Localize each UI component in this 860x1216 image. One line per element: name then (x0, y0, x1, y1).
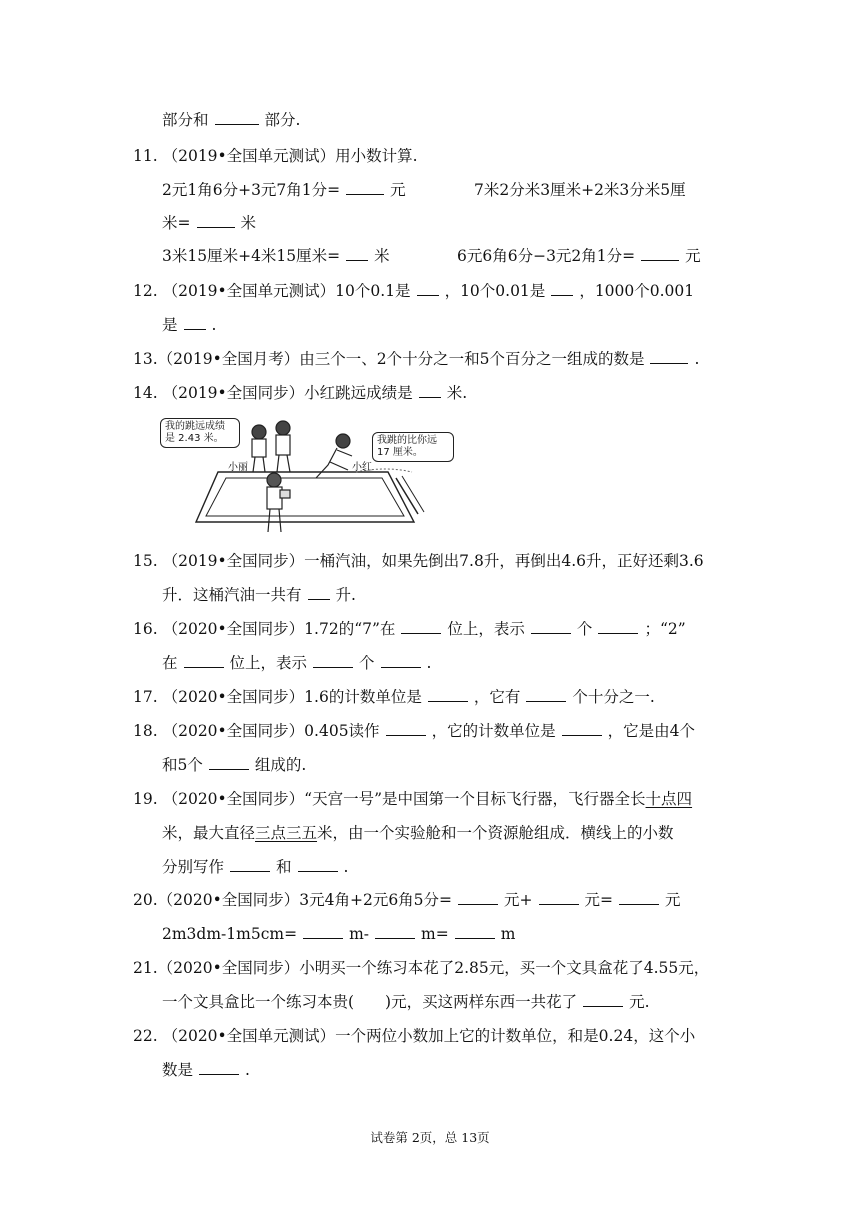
question-text: （2020•全国同步）小明买一个练习本花了2.85元，买一个文具盒花了4.55元， (157, 959, 710, 977)
unit: 米 (374, 247, 390, 265)
question-text: （2019•全国同步）小红跳远成绩是 (162, 384, 413, 402)
question-text: . (426, 654, 432, 672)
question-text: ，它是由4个 (607, 722, 695, 740)
answer-blank[interactable] (375, 924, 415, 939)
question-text: m (500, 925, 516, 943)
question-13 (133, 349, 699, 369)
question-number: 16. (133, 620, 158, 638)
answer-blank[interactable] (650, 349, 688, 364)
question-text: 在 (162, 654, 178, 672)
unit: 元 (685, 247, 701, 265)
question-text: 元 (665, 891, 681, 909)
question-text: 是 (162, 316, 178, 334)
question-text: （2020•全国同步）“天宫一号”是中国第一个目标飞行器，飞行器全长 (162, 790, 646, 808)
answer-blank[interactable] (381, 653, 421, 668)
underlined-text: 三点三五 (255, 824, 318, 842)
answer-blank[interactable] (230, 857, 270, 872)
answer-blank[interactable] (641, 246, 679, 261)
q10-text-b: 部分. (264, 111, 301, 129)
q11-row3 (162, 246, 390, 266)
q11-expr-2: 7米2分米3厘米+2米3分米5厘 (474, 181, 686, 199)
question-number: 19. (133, 790, 158, 808)
q10-text-a: 部分和 (162, 111, 209, 129)
page-footer: 试卷第 2页，总 13页 (370, 1130, 490, 1145)
question-16 (133, 619, 686, 639)
question-text: 米，最大直径 (162, 824, 256, 842)
question-text: （2019•全国单元测试）10个0.1是 (162, 282, 411, 300)
question-12 (133, 281, 694, 301)
answer-blank[interactable] (526, 687, 566, 702)
answer-blank[interactable] (184, 315, 206, 330)
q11-expr-3: 3米15厘米+4米15厘米= (162, 247, 341, 265)
answer-blank[interactable] (401, 619, 441, 634)
question-text: （2019•全国同步）一桶汽油，如果先倒出7.8升，再倒出4.6升，正好还剩3.6 (162, 552, 704, 570)
question-text: m= (421, 925, 449, 943)
answer-blank[interactable] (184, 653, 224, 668)
question-text: . (211, 316, 217, 334)
q10-tail (162, 110, 300, 130)
answer-blank[interactable] (386, 721, 426, 736)
name-label-xiaohong: 小红 (352, 462, 372, 473)
question-text: 分别写作 (162, 858, 225, 876)
question-text: （2020•全国单元测试）一个两位小数加上它的计数单位，和是0.24，这个小 (162, 1027, 696, 1045)
q21-line2 (162, 992, 650, 1012)
question-text: （2020•全国同步）3元4角+2元6角5分= (157, 891, 453, 909)
question-text: （2019•全国单元测试）用小数计算. (162, 147, 418, 165)
answer-blank[interactable] (598, 619, 638, 634)
name-label-xiaoli: 小丽 (228, 462, 248, 473)
unit: 元 (390, 181, 406, 199)
question-number: 22. (133, 1027, 158, 1045)
question-11 (133, 146, 418, 166)
bubble-text: 是 2.43 米。 (165, 433, 224, 444)
answer-blank[interactable] (583, 992, 623, 1007)
q11-expr-1: 2元1角6分+3元7角1分= (162, 181, 341, 199)
answer-blank[interactable] (313, 653, 353, 668)
q11-expr-4: 6元6角6分−3元2角1分= (457, 247, 636, 265)
answer-blank[interactable] (346, 180, 384, 195)
question-text: 升．这桶汽油一共有 (162, 586, 302, 604)
question-text: 2m3dm-1m5cm= (162, 925, 298, 943)
underlined-text: 十点四 (645, 790, 693, 808)
answer-blank[interactable] (308, 585, 330, 600)
bubble-text: 我的跳远成绩 (165, 421, 225, 432)
answer-blank[interactable] (298, 857, 338, 872)
question-text: 和5个 (162, 756, 203, 774)
answer-blank[interactable] (551, 281, 573, 296)
q12-line2 (162, 315, 216, 335)
question-text: 元= (584, 891, 614, 909)
question-text: 位上，表示 (229, 654, 308, 672)
question-number: 12. (133, 282, 158, 300)
question-text: 位上，表示 (447, 620, 525, 638)
question-number: 11. (133, 147, 158, 165)
question-text: 米. (446, 384, 468, 402)
question-14 (133, 383, 467, 403)
q18-line2 (162, 755, 306, 775)
question-text: 米，由一个实验舱和一个资源舱组成．横线上的小数 (317, 824, 674, 842)
question-number: 14. (133, 384, 158, 402)
speech-bubble-left (160, 418, 240, 448)
answer-blank[interactable] (455, 924, 495, 939)
question-text: 元+ (504, 891, 533, 909)
unit: 米 (240, 214, 257, 232)
q15-line2 (162, 585, 356, 605)
question-text: ，它有 (473, 688, 521, 706)
question-20 (133, 890, 681, 910)
question-text: . (245, 1061, 250, 1079)
q11-row1 (162, 180, 406, 200)
answer-blank[interactable] (303, 924, 343, 939)
answer-blank[interactable] (419, 383, 441, 398)
q16-line2 (162, 653, 431, 673)
question-text: . (694, 350, 700, 368)
q22-line2 (162, 1060, 250, 1080)
answer-blank[interactable] (619, 890, 659, 905)
question-text: （2020•全国同步）1.72的“7”在 (162, 620, 396, 638)
answer-blank[interactable] (562, 721, 602, 736)
answer-blank[interactable] (428, 687, 468, 702)
q19-line2 (162, 823, 674, 843)
q11-row1b (474, 180, 686, 200)
q11-expr-2-cont: 米= (162, 214, 191, 232)
question-text: 组成的. (254, 756, 307, 774)
question-19 (133, 789, 692, 809)
question-number: 18. (133, 722, 158, 740)
question-number: 20. (133, 891, 158, 909)
question-text: ，1000个0.001 (579, 282, 695, 300)
answer-blank[interactable] (199, 1060, 239, 1075)
question-number: 13. (133, 350, 158, 368)
question-text: m- (349, 925, 370, 943)
question-text: 和 (276, 858, 292, 876)
q20-line2 (162, 924, 515, 944)
question-15 (133, 551, 704, 571)
question-text: （2020•全国同步）0.405读作 (162, 722, 380, 740)
question-17 (133, 687, 655, 707)
answer-blank[interactable] (458, 890, 498, 905)
answer-blank[interactable] (417, 281, 439, 296)
question-text: 元. (629, 993, 650, 1011)
bubble-text: 我跳的比你远 (377, 435, 437, 446)
question-text: 一个文具盒比一个练习本贵( )元，买这两样东西一共花了 (162, 993, 578, 1011)
answer-blank[interactable] (539, 890, 579, 905)
q19-line3 (162, 857, 348, 877)
question-number: 17. (133, 688, 158, 706)
question-text: 数是 (162, 1061, 194, 1079)
question-text: ，10个0.01是 (444, 282, 546, 300)
long-jump-illustration (156, 410, 456, 540)
question-text: 个 (359, 654, 375, 672)
question-text: ；“2” (644, 620, 686, 638)
answer-blank[interactable] (209, 755, 249, 770)
question-number: 21. (133, 959, 158, 977)
question-text: 升. (335, 586, 356, 604)
question-text: ，它的计数单位是 (431, 722, 556, 740)
q11-row3b (457, 246, 701, 266)
question-22 (133, 1026, 695, 1046)
question-text: 个十分之一. (572, 688, 655, 706)
bubble-text: 17 厘米。 (377, 447, 423, 458)
answer-blank[interactable] (215, 110, 259, 125)
question-text: . (343, 858, 349, 876)
speech-bubble-right (372, 432, 454, 462)
question-21 (133, 958, 709, 978)
answer-blank[interactable] (346, 246, 368, 261)
answer-blank[interactable] (197, 213, 235, 228)
q11-row2 (162, 213, 256, 233)
question-text: （2019•全国月考）由三个一、2个十分之一和5个百分之一组成的数是 (157, 350, 645, 368)
answer-blank[interactable] (531, 619, 571, 634)
question-text: （2020•全国同步）1.6的计数单位是 (162, 688, 422, 706)
question-18 (133, 721, 695, 741)
question-number: 15. (133, 552, 158, 570)
question-text: 个 (576, 620, 593, 638)
